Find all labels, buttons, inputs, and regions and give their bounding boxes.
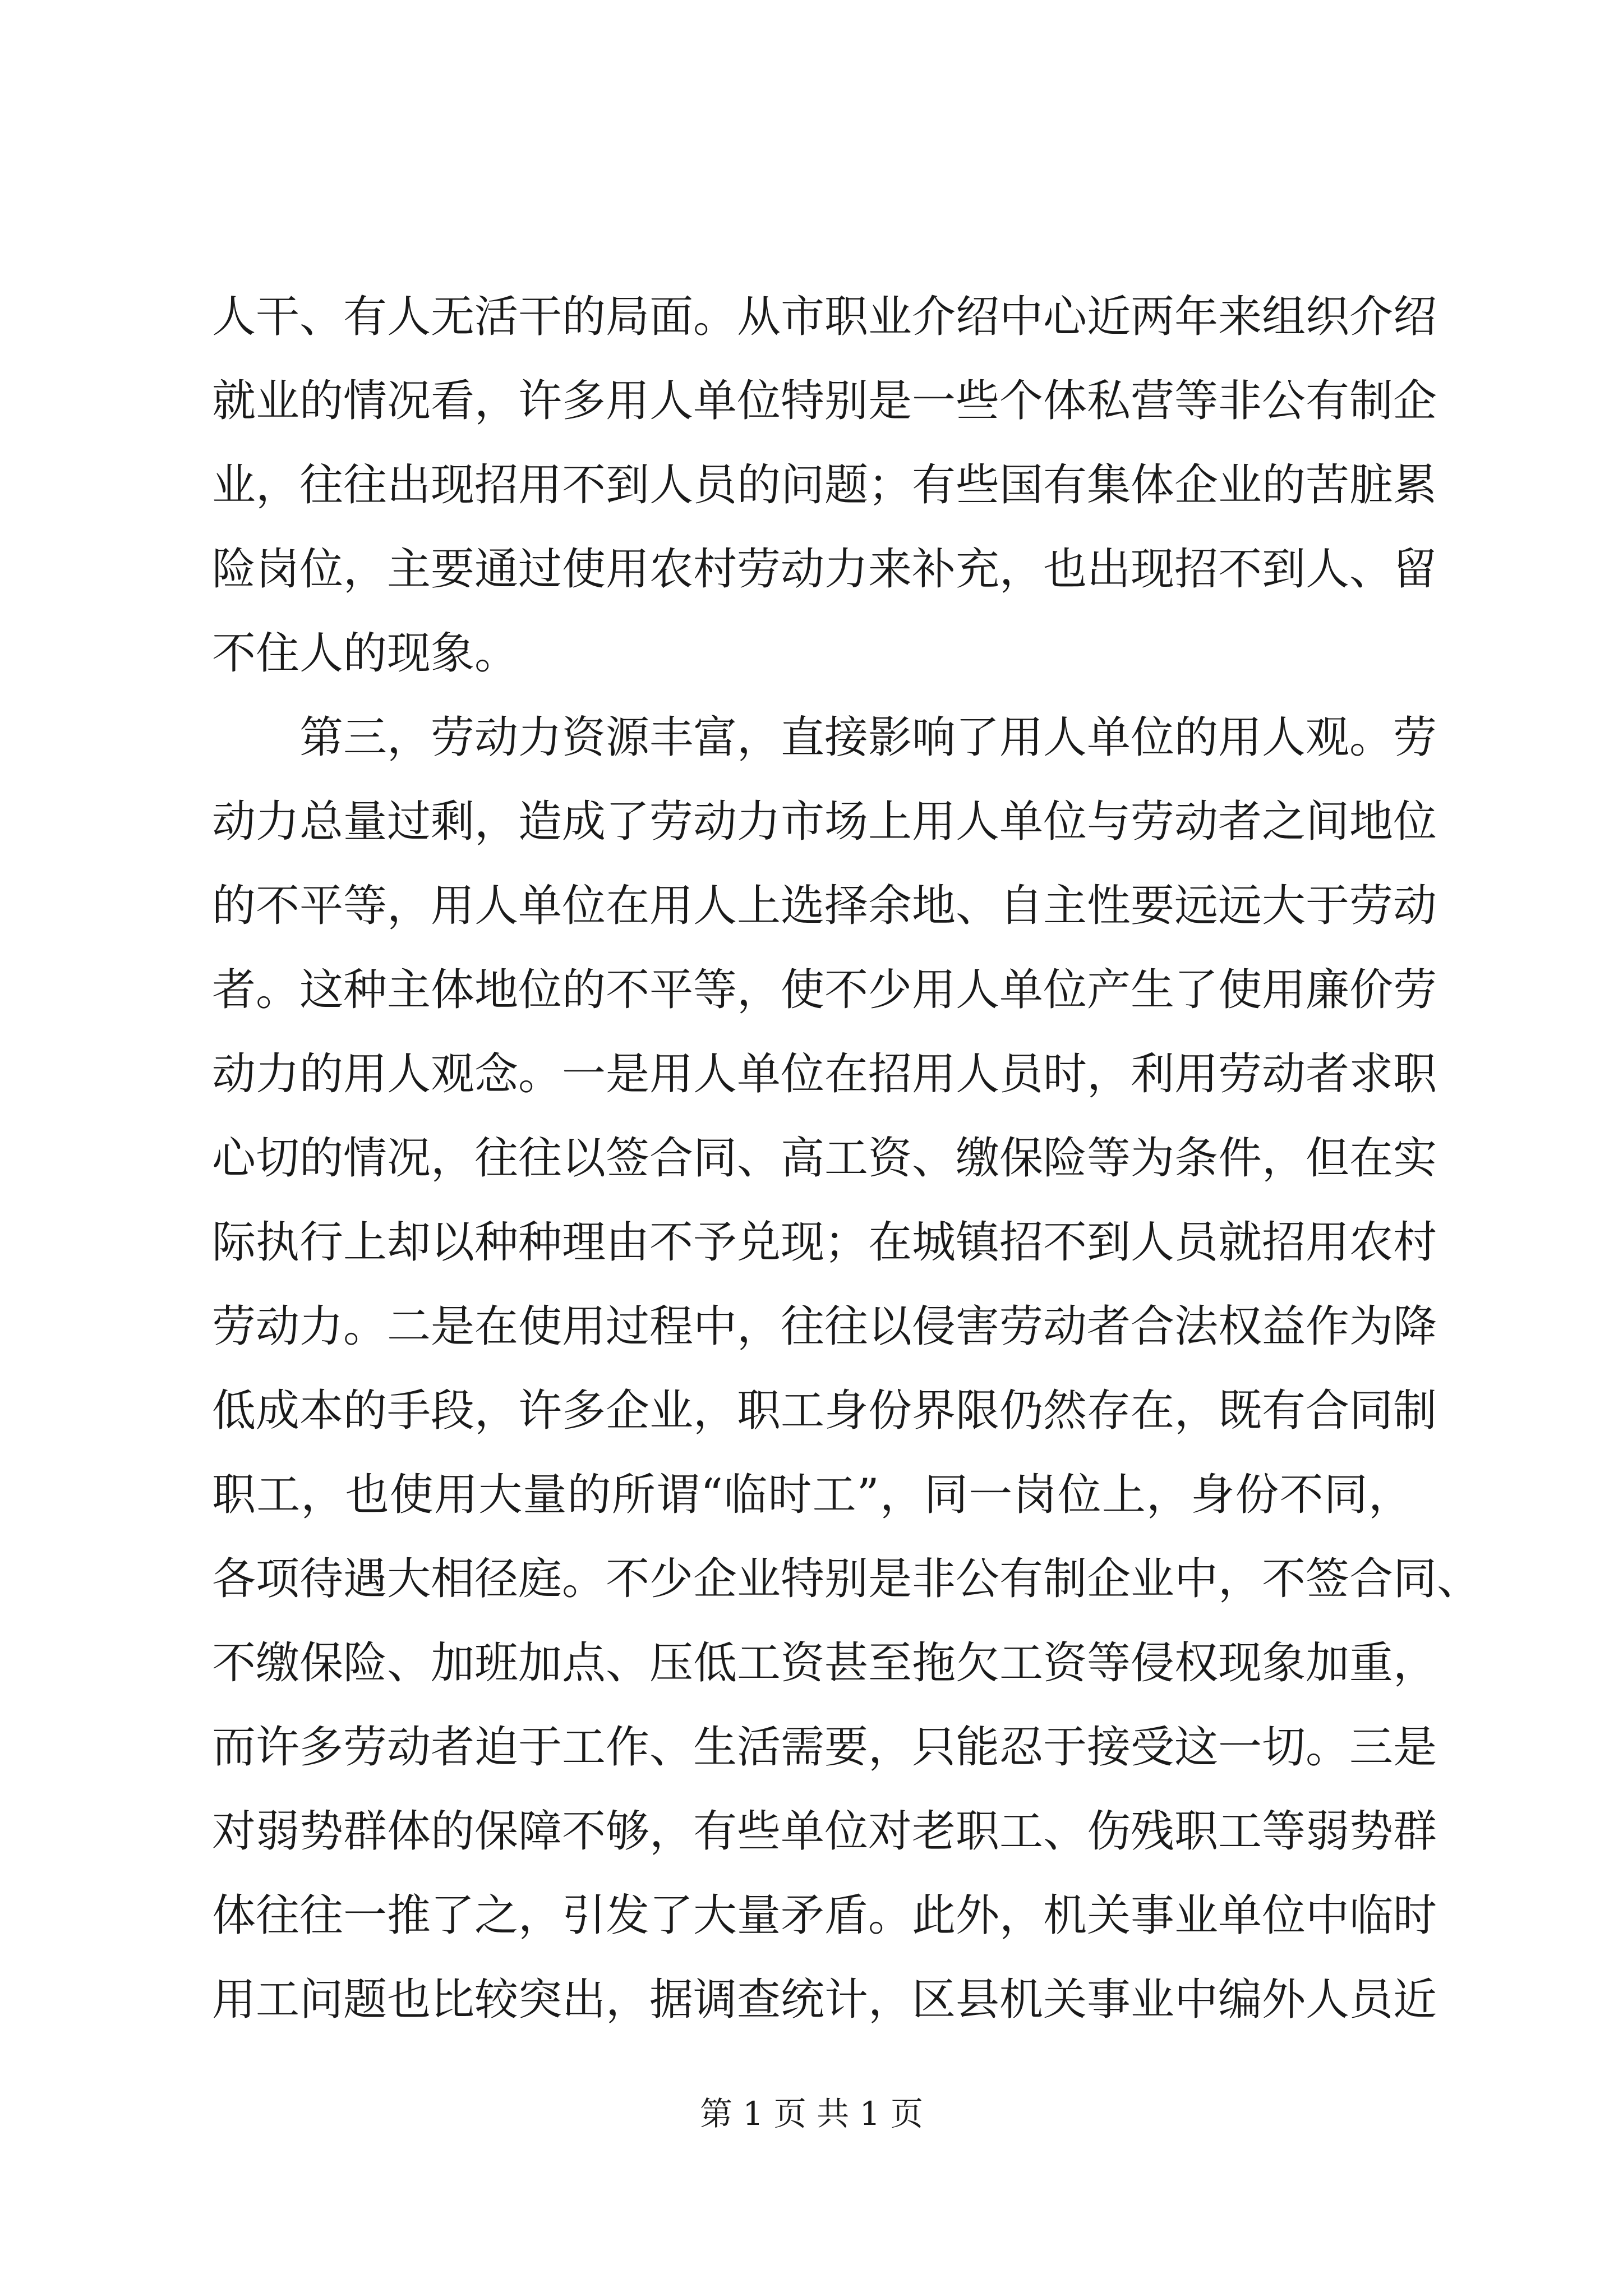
- text-line: 劳动力。二是在使用过程中，往往以侵害劳动者合法权益作为降: [212, 1301, 1437, 1352]
- text-line: 用工问题也比较突出，据调查统计，区县机关事业中编外人员近: [212, 1975, 1437, 2025]
- text-line: 动力总量过剩，造成了劳动力市场上用人单位与劳动者之间地位: [212, 797, 1437, 847]
- text-line: 际执行上却以种种理由不予兑现；在城镇招不到人员就招用农村: [212, 1217, 1437, 1268]
- text-line: 的不平等，用人单位在用人上选择余地、自主性要远远大于劳动: [212, 881, 1437, 931]
- text-line: 业，往往出现招用不到人员的问题；有些国有集体企业的苦脏累: [212, 460, 1437, 510]
- text-line: 不缴保险、加班加点、压低工资甚至拖欠工资等侵权现象加重，: [212, 1638, 1437, 1688]
- text-line: 就业的情况看，许多用人单位特别是一些个体私营等非公有制企: [212, 376, 1437, 426]
- text-line: 各项待遇大相径庭。不少企业特别是非公有制企业中，不签合同、: [212, 1554, 1481, 1604]
- page-footer: 第 1 页 共 1 页: [700, 2095, 923, 2133]
- text-line: 对弱势群体的保障不够，有些单位对老职工、伤残职工等弱势群: [212, 1806, 1437, 1857]
- text-line: 低成本的手段，许多企业，职工身份界限仍然存在，既有合同制: [212, 1386, 1437, 1436]
- text-line: 险岗位，主要通过使用农村劳动力来补充，也出现招不到人、留: [212, 544, 1437, 595]
- text-line: 第三，劳动力资源丰富，直接影响了用人单位的用人观。劳: [299, 712, 1437, 763]
- text-line: 人干、有人无活干的局面。从市职业介绍中心近两年来组织介绍: [212, 292, 1437, 342]
- text-line: 者。这种主体地位的不平等，使不少用人单位产生了使用廉价劳: [212, 965, 1437, 1015]
- text-line: 心切的情况，往往以签合同、高工资、缴保险等为条件，但在实: [212, 1133, 1437, 1184]
- text-line: 而许多劳动者迫于工作、生活需要，只能忍于接受这一切。三是: [212, 1722, 1437, 1773]
- text-line: 体往往一推了之，引发了大量矛盾。此外，机关事业单位中临时: [212, 1890, 1437, 1941]
- text-line: 职工，也使用大量的所谓“临时工”，同一岗位上，身份不同，: [212, 1470, 1412, 1520]
- text-line: 不住人的现象。: [212, 628, 519, 679]
- text-line: 动力的用人观念。一是用人单位在招用人员时，利用劳动者求职: [212, 1049, 1437, 1099]
